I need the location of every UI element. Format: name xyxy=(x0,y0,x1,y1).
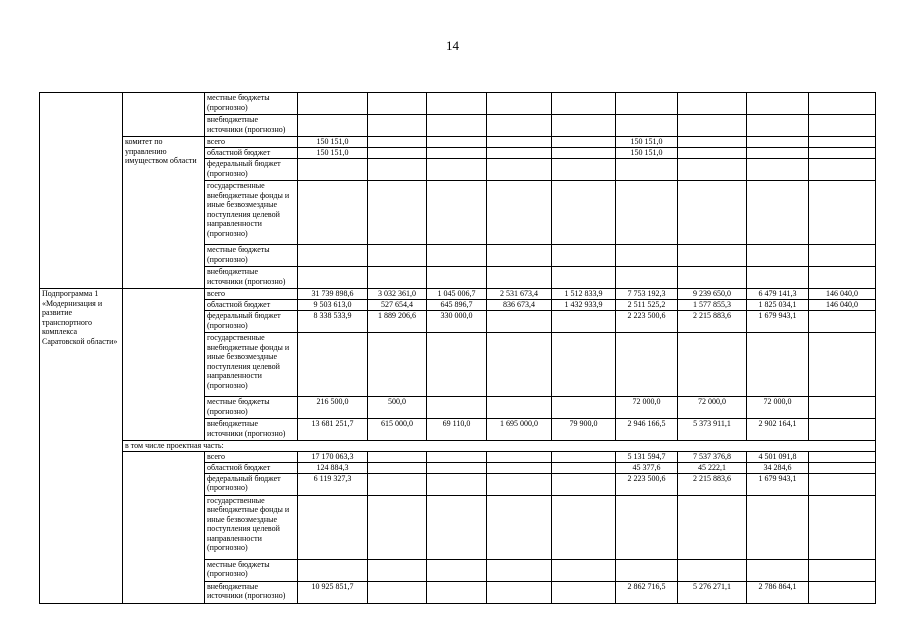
value-cell xyxy=(427,559,487,581)
value-cell xyxy=(809,581,876,603)
value-cell xyxy=(427,397,487,419)
value-cell xyxy=(552,137,616,148)
value-cell xyxy=(427,159,487,181)
value-cell xyxy=(747,148,809,159)
value-cell: 1 695 000,0 xyxy=(487,419,552,441)
funding-source-cell: местные бюджеты (прогнозно) xyxy=(205,559,298,581)
executor-cell xyxy=(123,451,205,603)
value-cell xyxy=(809,495,876,559)
funding-source-cell: областной бюджет xyxy=(205,300,298,311)
value-cell xyxy=(427,148,487,159)
funding-source-cell: внебюджетные источники (прогнозно) xyxy=(205,267,298,289)
value-cell xyxy=(298,245,368,267)
value-cell: 500,0 xyxy=(368,397,427,419)
value-cell xyxy=(552,473,616,495)
value-cell xyxy=(747,267,809,289)
value-cell xyxy=(616,181,678,245)
value-cell xyxy=(298,159,368,181)
value-cell xyxy=(616,559,678,581)
value-cell xyxy=(298,93,368,115)
value-cell xyxy=(487,311,552,333)
value-cell: 836 673,4 xyxy=(487,300,552,311)
value-cell: 2 862 716,5 xyxy=(616,581,678,603)
value-cell: 5 276 271,1 xyxy=(678,581,747,603)
value-cell: 150 151,0 xyxy=(298,148,368,159)
executor-cell xyxy=(123,289,205,441)
value-cell xyxy=(368,93,427,115)
value-cell xyxy=(809,397,876,419)
value-cell xyxy=(678,333,747,397)
value-cell: 69 110,0 xyxy=(427,419,487,441)
value-cell xyxy=(298,333,368,397)
value-cell xyxy=(368,559,427,581)
value-cell xyxy=(747,181,809,245)
table-row xyxy=(40,137,876,148)
value-cell xyxy=(368,181,427,245)
value-cell xyxy=(552,397,616,419)
value-cell: 2 215 883,6 xyxy=(678,473,747,495)
value-cell xyxy=(616,245,678,267)
funding-source-cell: местные бюджеты (прогнозно) xyxy=(205,245,298,267)
value-cell: 330 000,0 xyxy=(427,311,487,333)
value-cell xyxy=(487,333,552,397)
value-cell xyxy=(552,115,616,137)
value-cell xyxy=(809,93,876,115)
value-cell xyxy=(678,137,747,148)
funding-source-cell: федеральный бюджет (прогнозно) xyxy=(205,473,298,495)
table-row xyxy=(40,289,876,300)
value-cell xyxy=(368,581,427,603)
value-cell xyxy=(678,559,747,581)
value-cell xyxy=(747,159,809,181)
value-cell xyxy=(809,462,876,473)
value-cell: 527 654,4 xyxy=(368,300,427,311)
value-cell xyxy=(552,159,616,181)
value-cell xyxy=(809,148,876,159)
value-cell xyxy=(487,462,552,473)
funding-source-cell: государственные внебюджетные фонды и иные безвозмездные поступления целевой направленности (прогнозно) xyxy=(205,333,298,397)
executor-cell: комитет по управлению имуществом области xyxy=(123,137,205,289)
value-cell: 1 679 943,1 xyxy=(747,473,809,495)
program-cell: Подпрограмма 1 «Модернизация и развитие транспортного комплекса Саратовской области» xyxy=(40,289,123,604)
value-cell xyxy=(678,267,747,289)
program-cell xyxy=(40,93,123,289)
value-cell xyxy=(809,137,876,148)
value-cell xyxy=(678,495,747,559)
funding-source-cell: внебюджетные источники (прогнозно) xyxy=(205,115,298,137)
value-cell xyxy=(616,333,678,397)
value-cell xyxy=(747,93,809,115)
value-cell: 6 119 327,3 xyxy=(298,473,368,495)
funding-source-cell: всего xyxy=(205,137,298,148)
value-cell: 1 889 206,6 xyxy=(368,311,427,333)
value-cell xyxy=(809,267,876,289)
value-cell: 10 925 851,7 xyxy=(298,581,368,603)
value-cell: 7 537 376,8 xyxy=(678,451,747,462)
value-cell xyxy=(427,462,487,473)
funding-source-cell: внебюджетные источники (прогнозно) xyxy=(205,581,298,603)
value-cell xyxy=(809,245,876,267)
value-cell: 2 902 164,1 xyxy=(747,419,809,441)
value-cell: 17 170 063,3 xyxy=(298,451,368,462)
table-row xyxy=(40,93,876,115)
value-cell xyxy=(487,559,552,581)
value-cell: 79 900,0 xyxy=(552,419,616,441)
value-cell: 72 000,0 xyxy=(678,397,747,419)
value-cell xyxy=(487,93,552,115)
value-cell xyxy=(747,333,809,397)
value-cell: 2 531 673,4 xyxy=(487,289,552,300)
value-cell xyxy=(487,115,552,137)
value-cell xyxy=(552,581,616,603)
value-cell: 1 679 943,1 xyxy=(747,311,809,333)
value-cell xyxy=(552,333,616,397)
value-cell xyxy=(427,245,487,267)
value-cell xyxy=(552,495,616,559)
value-cell xyxy=(427,581,487,603)
funding-source-cell: местные бюджеты (прогнозно) xyxy=(205,93,298,115)
value-cell xyxy=(298,559,368,581)
value-cell: 31 739 898,6 xyxy=(298,289,368,300)
budget-table xyxy=(39,92,876,604)
value-cell: 2 511 525,2 xyxy=(616,300,678,311)
value-cell xyxy=(678,93,747,115)
value-cell xyxy=(552,267,616,289)
value-cell: 2 946 166,5 xyxy=(616,419,678,441)
value-cell xyxy=(298,495,368,559)
funding-source-cell: всего xyxy=(205,289,298,300)
executor-cell xyxy=(123,93,205,137)
value-cell xyxy=(552,181,616,245)
value-cell: 150 151,0 xyxy=(616,137,678,148)
value-cell xyxy=(487,473,552,495)
value-cell xyxy=(368,245,427,267)
value-cell xyxy=(809,451,876,462)
value-cell xyxy=(427,93,487,115)
value-cell xyxy=(809,115,876,137)
value-cell xyxy=(747,495,809,559)
value-cell xyxy=(427,137,487,148)
value-cell xyxy=(368,137,427,148)
value-cell xyxy=(487,267,552,289)
value-cell xyxy=(427,333,487,397)
value-cell xyxy=(298,267,368,289)
value-cell: 645 896,7 xyxy=(427,300,487,311)
value-cell xyxy=(487,181,552,245)
value-cell xyxy=(487,245,552,267)
value-cell xyxy=(678,159,747,181)
value-cell xyxy=(616,115,678,137)
value-cell: 72 000,0 xyxy=(616,397,678,419)
value-cell: 124 884,3 xyxy=(298,462,368,473)
value-cell xyxy=(298,181,368,245)
value-cell: 9 239 650,0 xyxy=(678,289,747,300)
value-cell xyxy=(368,148,427,159)
value-cell xyxy=(552,93,616,115)
value-cell: 4 501 091,8 xyxy=(747,451,809,462)
funding-source-cell: областной бюджет xyxy=(205,462,298,473)
value-cell xyxy=(678,245,747,267)
value-cell xyxy=(616,159,678,181)
value-cell xyxy=(809,419,876,441)
value-cell xyxy=(809,333,876,397)
value-cell xyxy=(487,148,552,159)
project-part-label: в том числе проектная часть: xyxy=(123,441,876,452)
value-cell xyxy=(427,473,487,495)
value-cell xyxy=(809,181,876,245)
value-cell: 7 753 192,3 xyxy=(616,289,678,300)
value-cell: 146 040,0 xyxy=(809,300,876,311)
value-cell: 13 681 251,7 xyxy=(298,419,368,441)
table-row xyxy=(40,451,876,462)
value-cell xyxy=(368,159,427,181)
value-cell xyxy=(368,495,427,559)
value-cell xyxy=(427,451,487,462)
value-cell: 72 000,0 xyxy=(747,397,809,419)
value-cell: 2 223 500,6 xyxy=(616,473,678,495)
value-cell xyxy=(487,581,552,603)
funding-source-cell: государственные внебюджетные фонды и иные безвозмездные поступления целевой направленности (прогнозно) xyxy=(205,495,298,559)
value-cell xyxy=(678,148,747,159)
funding-source-cell: всего xyxy=(205,451,298,462)
funding-source-cell: федеральный бюджет (прогнозно) xyxy=(205,311,298,333)
value-cell xyxy=(368,451,427,462)
value-cell xyxy=(368,267,427,289)
value-cell xyxy=(809,473,876,495)
funding-source-cell: государственные внебюджетные фонды и иные безвозмездные поступления целевой направленности (прогнозно) xyxy=(205,181,298,245)
value-cell xyxy=(747,137,809,148)
value-cell xyxy=(747,115,809,137)
value-cell xyxy=(298,115,368,137)
value-cell xyxy=(427,115,487,137)
value-cell xyxy=(616,93,678,115)
funding-source-cell: областной бюджет xyxy=(205,148,298,159)
value-cell: 5 373 911,1 xyxy=(678,419,747,441)
funding-source-cell: внебюджетные источники (прогнозно) xyxy=(205,419,298,441)
value-cell: 6 479 141,3 xyxy=(747,289,809,300)
value-cell: 150 151,0 xyxy=(616,148,678,159)
value-cell xyxy=(487,397,552,419)
value-cell: 2 786 864,1 xyxy=(747,581,809,603)
value-cell: 1 577 855,3 xyxy=(678,300,747,311)
value-cell xyxy=(616,267,678,289)
value-cell xyxy=(747,245,809,267)
value-cell: 34 284,6 xyxy=(747,462,809,473)
value-cell xyxy=(427,495,487,559)
value-cell: 146 040,0 xyxy=(809,289,876,300)
value-cell: 615 000,0 xyxy=(368,419,427,441)
value-cell xyxy=(616,495,678,559)
value-cell xyxy=(552,462,616,473)
value-cell: 5 131 594,7 xyxy=(616,451,678,462)
value-cell: 2 215 883,6 xyxy=(678,311,747,333)
value-cell xyxy=(368,473,427,495)
value-cell: 1 432 933,9 xyxy=(552,300,616,311)
value-cell xyxy=(427,181,487,245)
funding-source-cell: местные бюджеты (прогнозно) xyxy=(205,397,298,419)
value-cell xyxy=(427,267,487,289)
value-cell xyxy=(678,115,747,137)
value-cell: 45 222,1 xyxy=(678,462,747,473)
value-cell xyxy=(552,451,616,462)
value-cell: 2 223 500,6 xyxy=(616,311,678,333)
value-cell: 1 512 833,9 xyxy=(552,289,616,300)
value-cell xyxy=(487,159,552,181)
value-cell: 8 338 533,9 xyxy=(298,311,368,333)
funding-source-cell: федеральный бюджет (прогнозно) xyxy=(205,159,298,181)
value-cell xyxy=(809,159,876,181)
value-cell: 9 503 613,0 xyxy=(298,300,368,311)
value-cell xyxy=(552,311,616,333)
value-cell: 45 377,6 xyxy=(616,462,678,473)
value-cell xyxy=(809,311,876,333)
value-cell xyxy=(487,137,552,148)
value-cell: 150 151,0 xyxy=(298,137,368,148)
value-cell xyxy=(487,451,552,462)
value-cell: 1 045 006,7 xyxy=(427,289,487,300)
value-cell xyxy=(368,462,427,473)
value-cell: 3 032 361,0 xyxy=(368,289,427,300)
value-cell xyxy=(809,559,876,581)
page-number: 14 xyxy=(446,38,459,53)
value-cell xyxy=(368,115,427,137)
value-cell xyxy=(552,559,616,581)
value-cell xyxy=(747,559,809,581)
value-cell xyxy=(552,245,616,267)
value-cell: 216 500,0 xyxy=(298,397,368,419)
value-cell xyxy=(552,148,616,159)
value-cell xyxy=(487,495,552,559)
value-cell xyxy=(368,333,427,397)
value-cell xyxy=(678,181,747,245)
value-cell: 1 825 034,1 xyxy=(747,300,809,311)
table-row xyxy=(40,441,876,452)
